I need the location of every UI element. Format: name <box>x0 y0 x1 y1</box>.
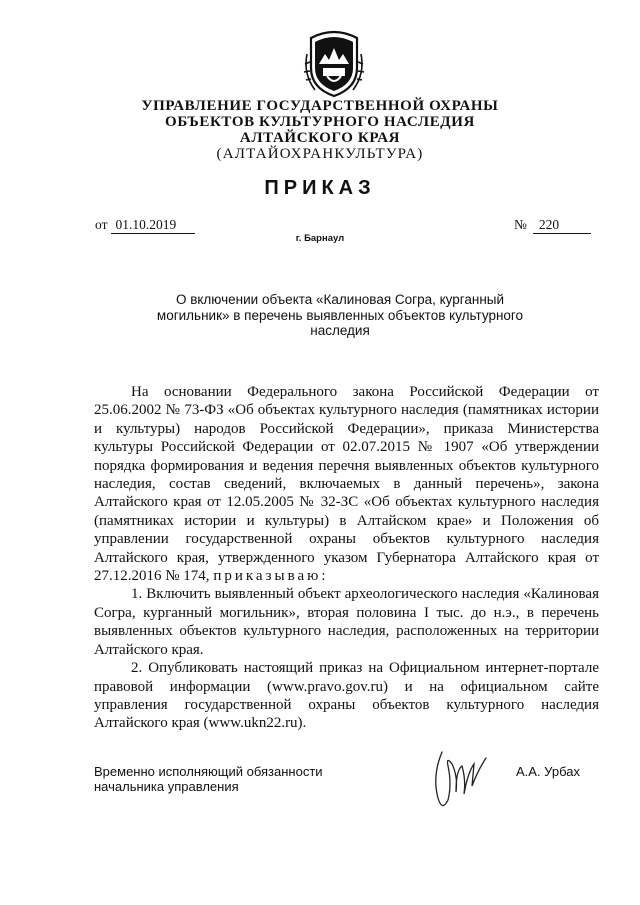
signatory-role-line-2: начальника управления <box>94 779 239 794</box>
document-date: 01.10.2019 <box>111 217 195 234</box>
order-word: приказываю: <box>213 568 329 585</box>
number-prefix: № <box>514 217 527 232</box>
signatory-role-line-1: Временно исполняющий обязанности <box>94 764 323 779</box>
agency-short-name: (АЛТАЙОХРАНКУЛЬТУРА) <box>216 146 424 162</box>
handwritten-signature-icon <box>428 746 494 816</box>
subject-line-2: могильник» в перечень выявленных объектов культурного <box>156 307 524 323</box>
number-row <box>514 217 591 234</box>
document-subject <box>155 292 525 339</box>
document-number: 220 <box>533 217 591 234</box>
signatory-name: А.А. Урбах <box>516 764 580 779</box>
agency-name-line-3: АЛТАЙСКОГО КРАЯ <box>239 130 401 146</box>
coat-of-arms-icon <box>301 24 367 100</box>
agency-name-line-1: УПРАВЛЕНИЕ ГОСУДАРСТВЕННОЙ ОХРАНЫ <box>141 98 499 114</box>
subject-line-3: наследия <box>310 323 370 338</box>
date-row <box>95 217 195 234</box>
preamble-text: На основании Федерального закона Российской Федерации от 25.06.2002 № 73-ФЗ «Об объектах культурного наследия (памятниках истории и культуры) народов Российской Федерации», приказа Министерства культуры Российской Федерации от 02.07.2015 № 1907 «Об утверждении порядка формирования и ведения перечня выявленных объектов культурного наследия, состав сведений, включаемых в данный перечень», закона Алтайского края от 12.05.2005 № 32-ЗС «Об объектах культурного наследия (памятниках истории и культуры) в Алтайском крае» и Положения об управлении государственной охраны объектов культурного наследия Алтайского края, утвержденного указом Губернатора Алтайского края от 27.12.2016 № 174, <box>94 384 599 585</box>
order-item-1: 1. Включить выявленный объект археологического наследия «Калиновая Согра, курганный могильник», вторая половина I тыс. до н.э., в перечень выявленных объектов культурного наследия, расположенных на территории Алтайского края. <box>94 586 599 658</box>
signatory-role <box>94 764 323 794</box>
preamble-paragraph <box>94 383 599 585</box>
document-body <box>94 383 599 733</box>
agency-name-line-2: ОБЪЕКТОВ КУЛЬТУРНОГО НАСЛЕДИЯ <box>165 114 475 130</box>
subject-line-1: О включении объекта «Калиновая Согра, курганный <box>175 292 505 307</box>
date-prefix: от <box>95 217 108 232</box>
document-city: г. Барнаул <box>295 233 345 244</box>
document-title: ПРИКАЗ <box>264 177 376 199</box>
order-item-2: 2. Опубликовать настоящий приказ на Официальном интернет-портале правовой информации (www.pravo.gov.ru) и на официальном сайте управления государственной охраны объектов культурного наследия Алтайского края (www.ukn22.ru). <box>94 660 599 732</box>
